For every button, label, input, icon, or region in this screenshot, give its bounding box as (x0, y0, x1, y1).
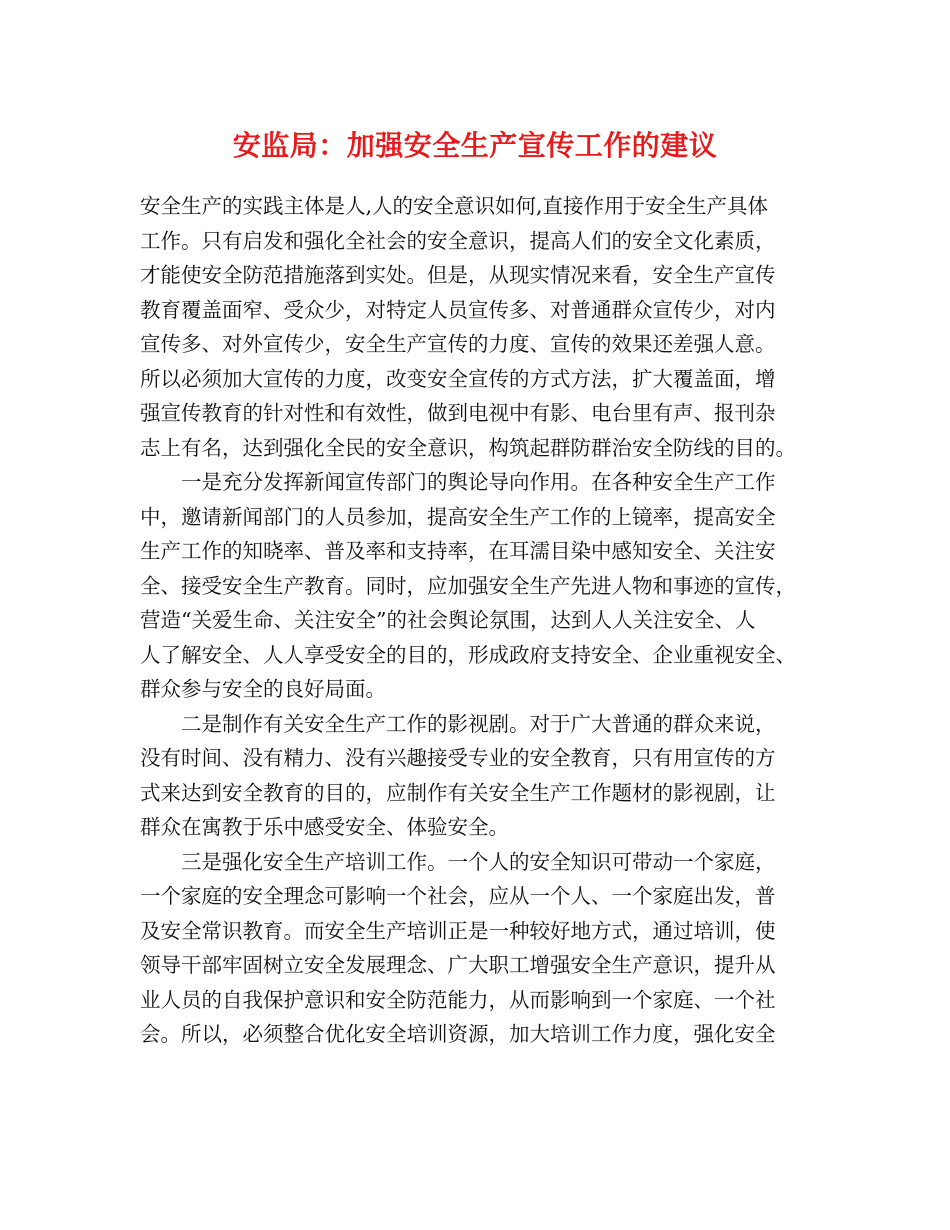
text-line: 及安全常识教育。而安全生产培训正是一种较好地方式，通过培训，使 (140, 918, 776, 943)
text-line: 安全生产的实践主体是人,人的安全意识如何,直接作用于安全生产具体 (140, 194, 769, 218)
text-line: 式来达到安全教育的目的，应制作有关安全生产工作题材的影视剧，让 (140, 780, 776, 805)
text-line: 所以必须加大宣传的力度，改变安全宣传的方式方法，扩大覆盖面，增 (140, 366, 776, 391)
text-line: 二是制作有关安全生产工作的影视剧。对于广大普通的群众来说， (181, 711, 776, 736)
text-line: 才能使安全防范措施落到实处。但是，从现实情况来看，安全生产宣传 (140, 263, 776, 287)
text-line: 一个家庭的安全理念可影响一个社会，应从一个人、一个家庭出发，普 (140, 884, 776, 908)
text-line: 工作。只有启发和强化全社会的安全意识，提高人们的安全文化素质， (140, 228, 776, 253)
text-line: 全、接受安全生产教育。同时，应加强安全生产先进人物和事迹的宣传， (140, 573, 796, 598)
text-line: 群众参与安全的良好局面。 (140, 677, 386, 701)
text-line: 群众在寓教于乐中感受安全、体验安全。 (140, 815, 509, 839)
text-line: 会。所以，必须整合优化安全培训资源，加大培训工作力度，强化安全 (140, 1022, 776, 1046)
document-title: 安监局：加强安全生产宣传工作的建议 (232, 129, 718, 162)
text-line: 一是充分发挥新闻宣传部门的舆论导向作用。在各种安全生产工作 (181, 470, 776, 494)
text-line: 教育覆盖面窄、受众少，对特定人员宣传多、对普通群众宣传少，对内 (140, 297, 776, 322)
text-line: 三是强化安全生产培训工作。一个人的安全知识可带动一个家庭， (181, 849, 776, 874)
text-line: 强宣传教育的针对性和有效性，做到电视中有影、电台里有声、报刊杂 (140, 401, 776, 425)
text-line: 没有时间、没有精力、没有兴趣接受专业的安全教育，只有用宣传的方 (140, 746, 776, 770)
text-line: 业人员的自我保护意识和安全防范能力，从而影响到一个家庭、一个社 (140, 987, 776, 1012)
text-line: 中，邀请新闻部门的人员参加，提高安全生产工作的上镜率，提高安全 (140, 504, 776, 529)
text-line: 宣传多、对外宣传少，安全生产宣传的力度、宣传的效果还差强人意。 (140, 332, 776, 356)
text-line: 生产工作的知晓率、普及率和支持率，在耳濡目染中感知安全、关注安 (140, 539, 776, 563)
text-line: 领导干部牢固树立安全发展理念、广大职工增强安全生产意识，提升从 (140, 953, 776, 977)
text-line: 人了解安全、人人享受安全的目的，形成政府支持安全、企业重视安全、 (140, 642, 796, 667)
text-line: 志上有名，达到强化全民的安全意识，构筑起群防群治安全防线的目的。 (140, 435, 796, 460)
document-body (140, 189, 825, 1052)
text-line: 营造“关爱生命、关注安全”的社会舆论氛围，达到人人关注安全、人 (140, 608, 756, 632)
